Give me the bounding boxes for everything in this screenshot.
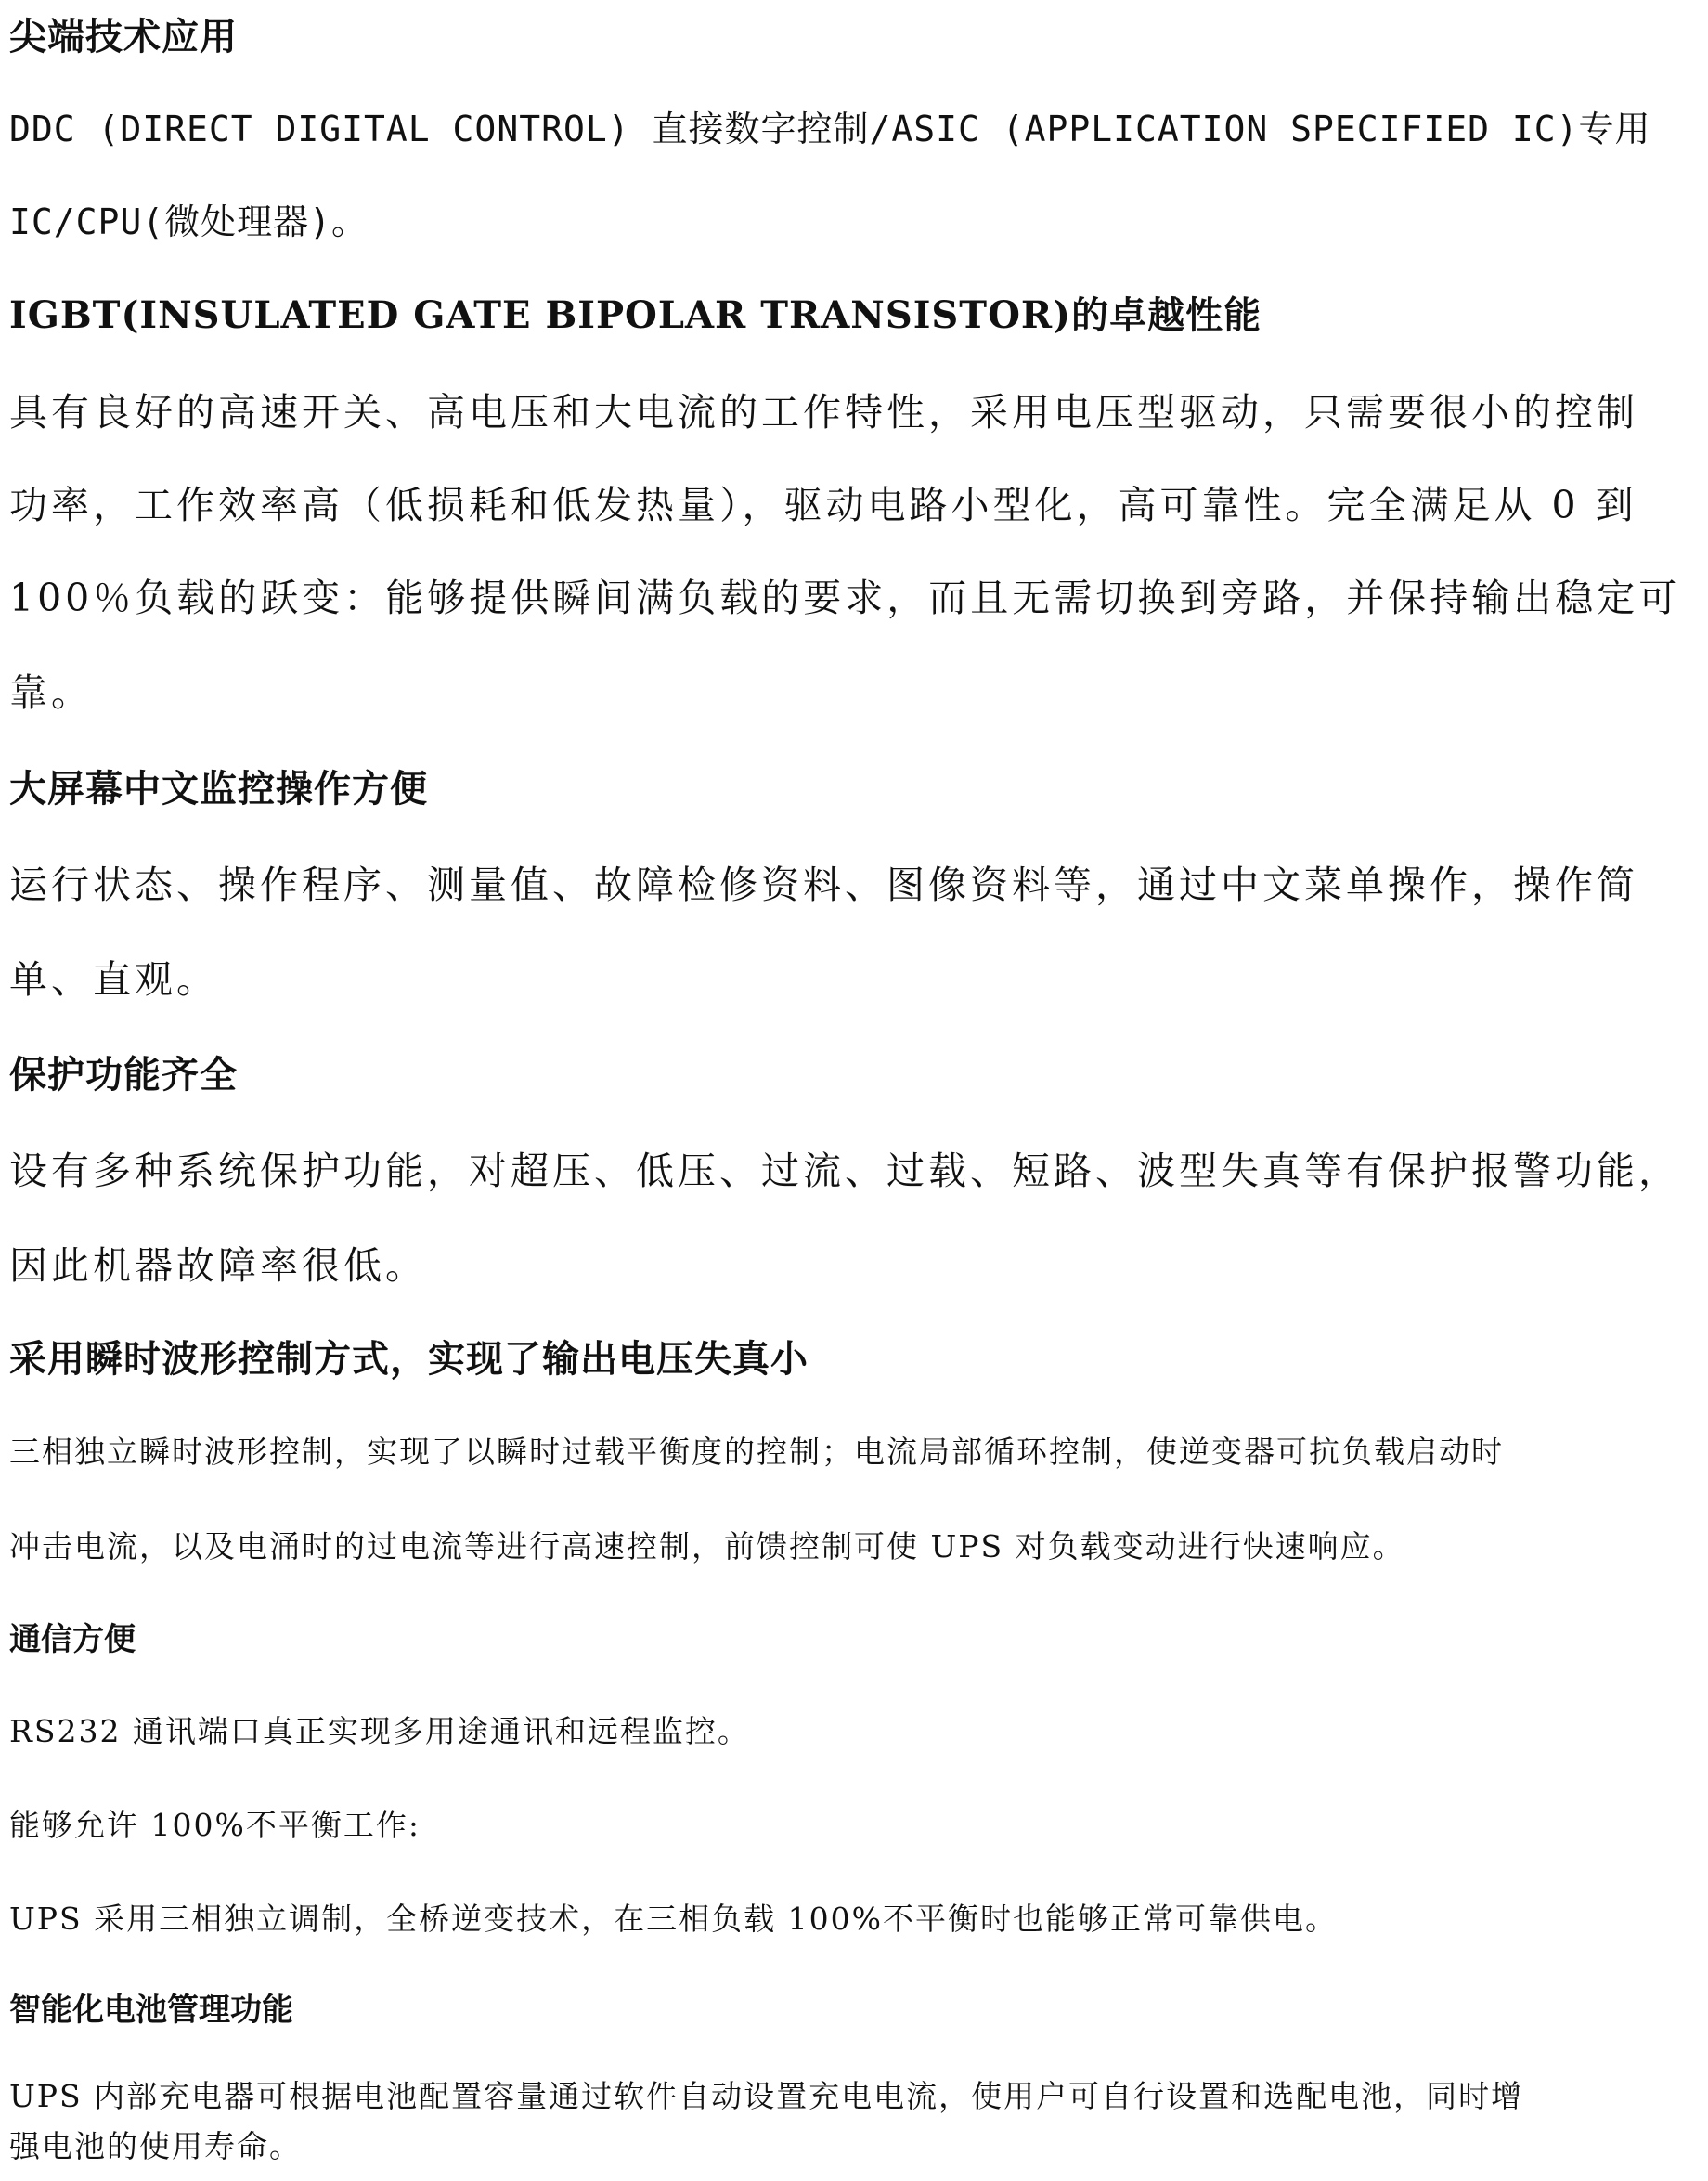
paragraph-line: 冲击电流，以及电涌时的过电流等进行高速控制，前馈控制可使 UPS 对负载变动进行快速响应。 [9,1528,1405,1564]
paragraph-line: 因此机器故障率很低。 [9,1243,427,1288]
section-heading: 智能化电池管理功能 [9,1992,293,2029]
paragraph-line: DDC (DIRECT DIGITAL CONTROL) 直接数字控制/ASIC (APPLICATION SPECIFIED IC)专用 [9,109,1651,149]
paragraph-line: 100％负载的跃变：能够提供瞬间满负载的要求，而且无需切换到旁路，并保持输出稳定可 [9,576,1681,620]
paragraph-line: 设有多种系统保护功能，对超压、低压、过流、过载、短路、波型失真等有保护报警功能， [9,1149,1680,1193]
paragraph-line: RS232 通讯端口真正实现多用途通讯和远程监控。 [9,1713,750,1749]
section-heading: 采用瞬时波形控制方式，实现了输出电压失真小 [9,1337,809,1381]
paragraph-line: 功率，工作效率高（低损耗和低发热量），驱动电路小型化，高可靠性。完全满足从 0 到 [9,483,1637,527]
paragraph-line: 能够允许 100%不平衡工作: [9,1807,421,1843]
paragraph-line: 单、直观。 [9,957,218,1002]
section-heading: 尖端技术应用 [9,15,238,58]
paragraph-line: UPS 内部充电器可根据电池配置容量通过软件自动设置充电电流，使用户可自行设置和选配电池，同时增 [9,2078,1524,2114]
paragraph-line: IC/CPU(微处理器)。 [9,201,369,242]
section-heading: 保护功能齐全 [9,1053,238,1097]
paragraph-line: 具有良好的高速开关、高电压和大电流的工作特性，采用电压型驱动，只需要很小的控制 [9,390,1638,435]
paragraph-line: UPS 采用三相独立调制，全桥逆变技术，在三相负载 100%不平衡时也能够正常可靠供电。 [9,1901,1338,1937]
paragraph-line: 运行状态、操作程序、测量值、故障检修资料、图像资料等，通过中文菜单操作，操作简 [9,863,1638,907]
section-heading: IGBT(INSULATED GATE BIPOLAR TRANSISTOR)的卓越性能 [9,293,1262,337]
section-heading: 通信方便 [9,1621,136,1658]
section-heading: 大屏幕中文监控操作方便 [9,767,428,811]
paragraph-line: 强电池的使用寿命。 [9,2128,302,2164]
paragraph-line: 靠。 [9,670,93,715]
paragraph-line: 三相独立瞬时波形控制，实现了以瞬时过载平衡度的控制；电流局部循环控制，使逆变器可抗负载启动时 [9,1434,1504,1470]
